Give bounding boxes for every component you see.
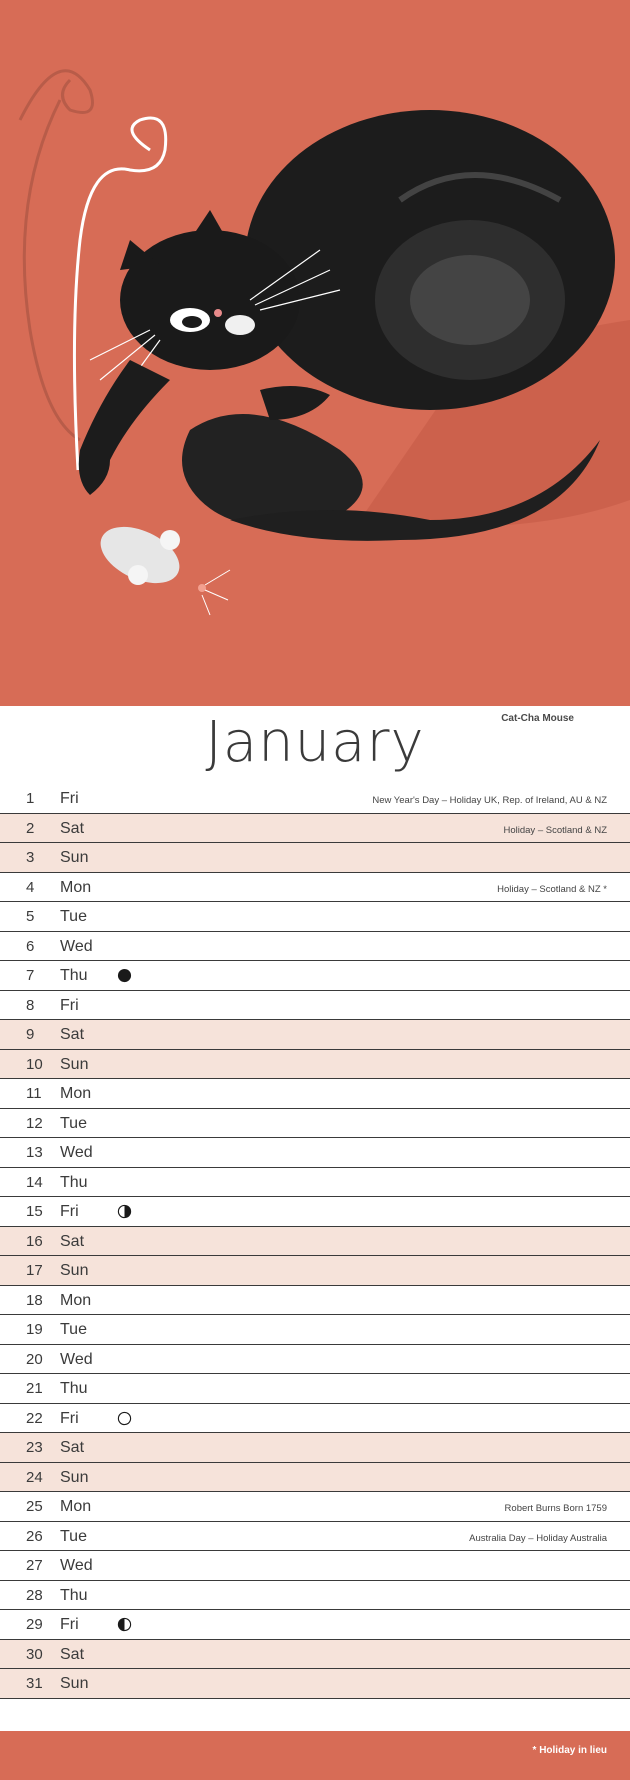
day-row xyxy=(0,1079,630,1109)
weekday-name: Sun xyxy=(60,1675,89,1692)
footer-band xyxy=(0,1731,630,1780)
day-number: 9 xyxy=(26,1026,35,1043)
new-moon-icon xyxy=(117,968,132,983)
day-number: 5 xyxy=(26,908,35,925)
day-row xyxy=(0,1522,630,1552)
day-number: 8 xyxy=(26,996,35,1014)
day-row xyxy=(0,1227,630,1257)
day-number: 14 xyxy=(26,1173,43,1191)
day-row xyxy=(0,902,630,932)
month-title: January xyxy=(205,710,425,775)
day-row xyxy=(0,1138,630,1168)
first-quarter-moon-icon xyxy=(117,1204,132,1219)
day-event: Australia Day – Holiday Australia xyxy=(469,1532,607,1544)
day-number: 13 xyxy=(26,1144,43,1161)
day-number: 25 xyxy=(26,1498,43,1515)
day-number: 4 xyxy=(26,878,35,896)
day-row xyxy=(0,932,630,962)
full-moon-icon xyxy=(117,1411,132,1426)
footnote: * Holiday in lieu xyxy=(532,1745,607,1756)
day-row xyxy=(0,1050,630,1080)
weekday-name: Thu xyxy=(60,1380,88,1397)
day-list xyxy=(0,784,630,1699)
day-number: 23 xyxy=(26,1439,43,1456)
weekday-name: Sun xyxy=(60,1055,89,1073)
day-number: 3 xyxy=(26,849,35,866)
day-number: 1 xyxy=(26,790,35,807)
last-quarter-moon-icon xyxy=(117,1617,132,1632)
day-number: 6 xyxy=(26,937,35,955)
day-row xyxy=(0,1374,630,1404)
day-number: 11 xyxy=(26,1085,42,1102)
day-row xyxy=(0,1286,630,1316)
weekday-name: Thu xyxy=(60,967,88,984)
day-number: 18 xyxy=(26,1291,43,1309)
day-row xyxy=(0,961,630,991)
weekday-name: Sat xyxy=(60,1232,85,1250)
weekday-name: Sun xyxy=(60,849,89,866)
cat-artwork-svg xyxy=(0,0,630,706)
weekday-name: Wed xyxy=(60,937,93,955)
day-row xyxy=(0,784,630,814)
day-row xyxy=(0,1610,630,1640)
weekday-name: Mon xyxy=(60,1498,92,1515)
weekday-name: Fri xyxy=(60,1409,79,1427)
day-row xyxy=(0,1315,630,1345)
weekday-name: Mon xyxy=(60,1085,92,1102)
weekday-name: Tue xyxy=(60,1114,87,1132)
day-number: 10 xyxy=(26,1055,43,1073)
day-number: 29 xyxy=(26,1616,43,1633)
day-row xyxy=(0,1404,630,1434)
weekday-name: Fri xyxy=(60,790,79,807)
weekday-name: Mon xyxy=(60,1291,92,1309)
day-event: Holiday – Scotland & NZ * xyxy=(497,883,607,895)
weekday-name: Tue xyxy=(60,1321,87,1338)
day-event: New Year's Day – Holiday UK, Rep. of Ireland, AU & NZ xyxy=(372,795,607,806)
day-row xyxy=(0,1640,630,1670)
day-number: 21 xyxy=(26,1380,43,1397)
weekday-name: Tue xyxy=(60,1527,87,1545)
weekday-name: Wed xyxy=(60,1350,93,1368)
month-header xyxy=(0,706,630,786)
day-number: 12 xyxy=(26,1114,43,1132)
cat-illustration xyxy=(0,0,630,706)
day-number: 16 xyxy=(26,1232,43,1250)
weekday-name: Fri xyxy=(60,1616,79,1633)
day-row xyxy=(0,1463,630,1493)
day-row xyxy=(0,814,630,844)
day-number: 2 xyxy=(26,819,35,837)
day-row xyxy=(0,1168,630,1198)
day-number: 20 xyxy=(26,1350,43,1368)
weekday-name: Fri xyxy=(60,1203,79,1220)
day-number: 26 xyxy=(26,1527,43,1545)
day-number: 31 xyxy=(26,1675,43,1692)
day-number: 15 xyxy=(26,1203,43,1220)
weekday-name: Wed xyxy=(60,1557,93,1574)
day-number: 24 xyxy=(26,1468,43,1486)
day-number: 30 xyxy=(26,1645,43,1663)
day-number: 22 xyxy=(26,1409,43,1427)
day-row xyxy=(0,1256,630,1286)
weekday-name: Sun xyxy=(60,1262,89,1279)
artwork-title: Cat-Cha Mouse xyxy=(501,713,574,724)
day-row xyxy=(0,991,630,1021)
day-row xyxy=(0,1345,630,1375)
day-number: 17 xyxy=(26,1262,43,1279)
weekday-name: Fri xyxy=(60,996,79,1014)
weekday-name: Sun xyxy=(60,1468,89,1486)
weekday-name: Mon xyxy=(60,878,92,896)
day-row xyxy=(0,873,630,903)
weekday-name: Sat xyxy=(60,1439,85,1456)
weekday-name: Sat xyxy=(60,1026,85,1043)
weekday-name: Sat xyxy=(60,1645,85,1663)
weekday-name: Wed xyxy=(60,1144,93,1161)
day-row xyxy=(0,1492,630,1522)
day-number: 27 xyxy=(26,1557,43,1574)
day-row xyxy=(0,1197,630,1227)
day-row xyxy=(0,1581,630,1611)
day-number: 28 xyxy=(26,1586,43,1604)
day-row xyxy=(0,1109,630,1139)
day-row xyxy=(0,1551,630,1581)
weekday-name: Sat xyxy=(60,819,85,837)
day-number: 7 xyxy=(26,967,35,984)
day-row xyxy=(0,1433,630,1463)
day-row xyxy=(0,843,630,873)
day-row xyxy=(0,1669,630,1699)
day-event: Holiday – Scotland & NZ xyxy=(503,824,607,836)
weekday-name: Tue xyxy=(60,908,87,925)
day-row xyxy=(0,1020,630,1050)
weekday-name: Thu xyxy=(60,1173,88,1191)
day-number: 19 xyxy=(26,1321,43,1338)
day-event: Robert Burns Born 1759 xyxy=(504,1503,607,1514)
weekday-name: Thu xyxy=(60,1586,88,1604)
